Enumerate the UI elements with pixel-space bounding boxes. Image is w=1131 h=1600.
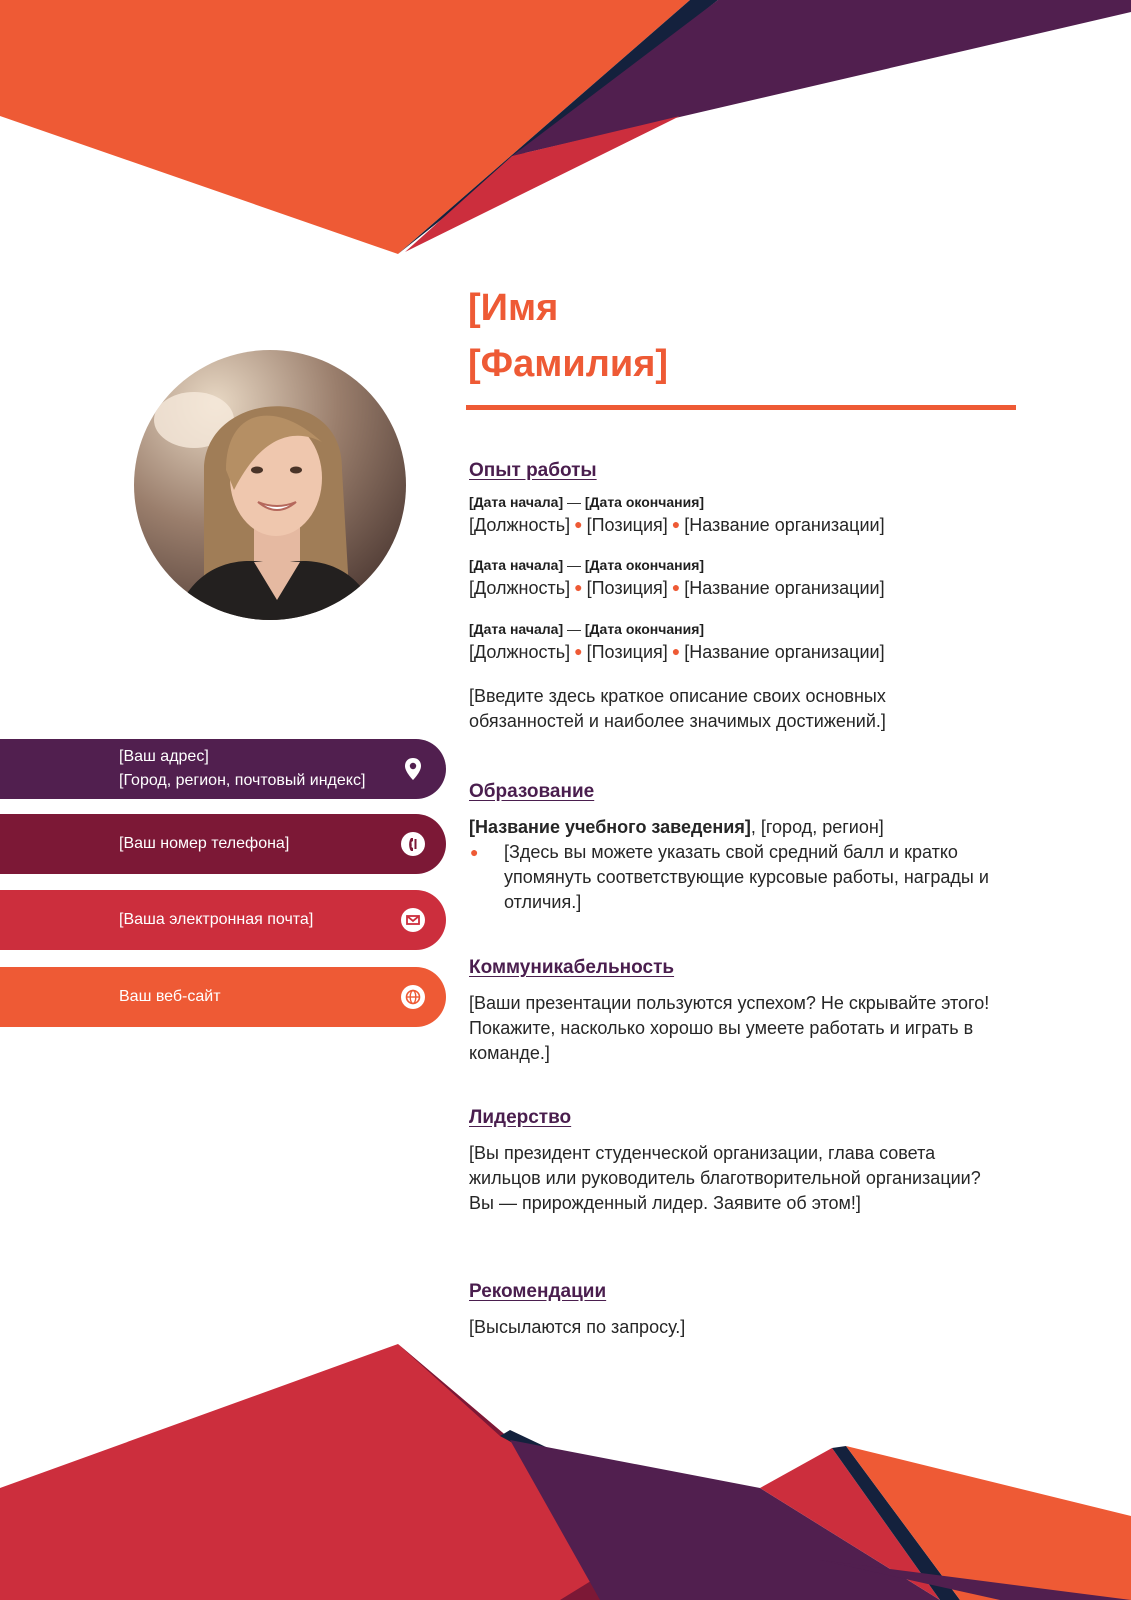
job-entry [469,492,1029,539]
last-name: [Фамилия] [468,343,669,385]
school-location: , [город, регион] [750,817,884,837]
job-role: [Должность] ● [Позиция] ● [Название организации] [469,642,885,662]
references-text: [Высылаются по запросу.] [469,1317,686,1337]
job-dates: [Дата начала] — [Дата окончания] [469,557,705,573]
job-dates: [Дата начала] — [Дата окончания] [469,494,705,510]
first-name: [Имя [468,287,559,329]
leadership-text-1: [Вы президент студенческой организации, глава совета жильцов или руководитель благотворительной организации? [469,1143,981,1188]
education-heading: Образование [469,781,595,802]
phone-text: [Ваш номер телефона] [119,835,290,852]
address-line1: [Ваш адрес] [119,748,209,765]
globe-icon [400,984,426,1010]
references-heading: Рекомендации [469,1281,607,1302]
school-line [469,815,1029,840]
leadership-heading: Лидерство [469,1107,572,1128]
communication-heading: Коммуникабельность [469,957,675,978]
bullet-icon: ● [470,844,479,860]
communication-text: [Ваши презентации пользуются успехом? Не скрывайте этого! Покажите, насколько хорошо вы умеете работать и играть в команде.] [469,993,990,1063]
experience-heading: Опыт работы [469,460,597,481]
phone-icon [400,831,426,857]
contact-email [0,890,446,950]
email-text: [Ваша электронная почта] [119,911,314,928]
candidate-name [468,280,668,392]
education-bullet-text: [Здесь вы можете указать свой средний балл и кратко упомянуть соответствующие курсовые работы, награды и отличия.] [504,842,989,912]
leadership-section [469,1105,1029,1216]
references-section [469,1279,1029,1340]
communication-section [469,955,1029,1066]
job-role: [Должность] ● [Позиция] ● [Название организации] [469,515,885,535]
job-entry [469,555,1029,602]
mail-icon [400,907,426,933]
contact-website [0,967,446,1027]
location-pin-icon [400,756,426,782]
education-bullet [469,840,1029,915]
leadership-text-2: Вы — прирожденный лидер. Заявите об этом!] [469,1193,861,1213]
job-role: [Должность] ● [Позиция] ● [Название организации] [469,578,885,598]
contact-address [0,739,446,799]
website-text: Ваш веб-сайт [119,988,221,1005]
experience-summary: [Введите здесь краткое описание своих основных обязанностей и наиболее значимых достижений.] [469,686,886,731]
profile-photo [134,350,406,620]
job-entry [469,619,1029,666]
education-section [469,779,1029,915]
address-line2: [Город, регион, почтовый индекс] [119,772,366,789]
contact-phone [0,814,446,874]
school-name: [Название учебного заведения] [469,817,751,837]
name-divider [466,405,1016,410]
address-text [119,745,365,793]
job-dates: [Дата начала] — [Дата окончания] [469,621,705,637]
experience-section [469,458,1029,734]
